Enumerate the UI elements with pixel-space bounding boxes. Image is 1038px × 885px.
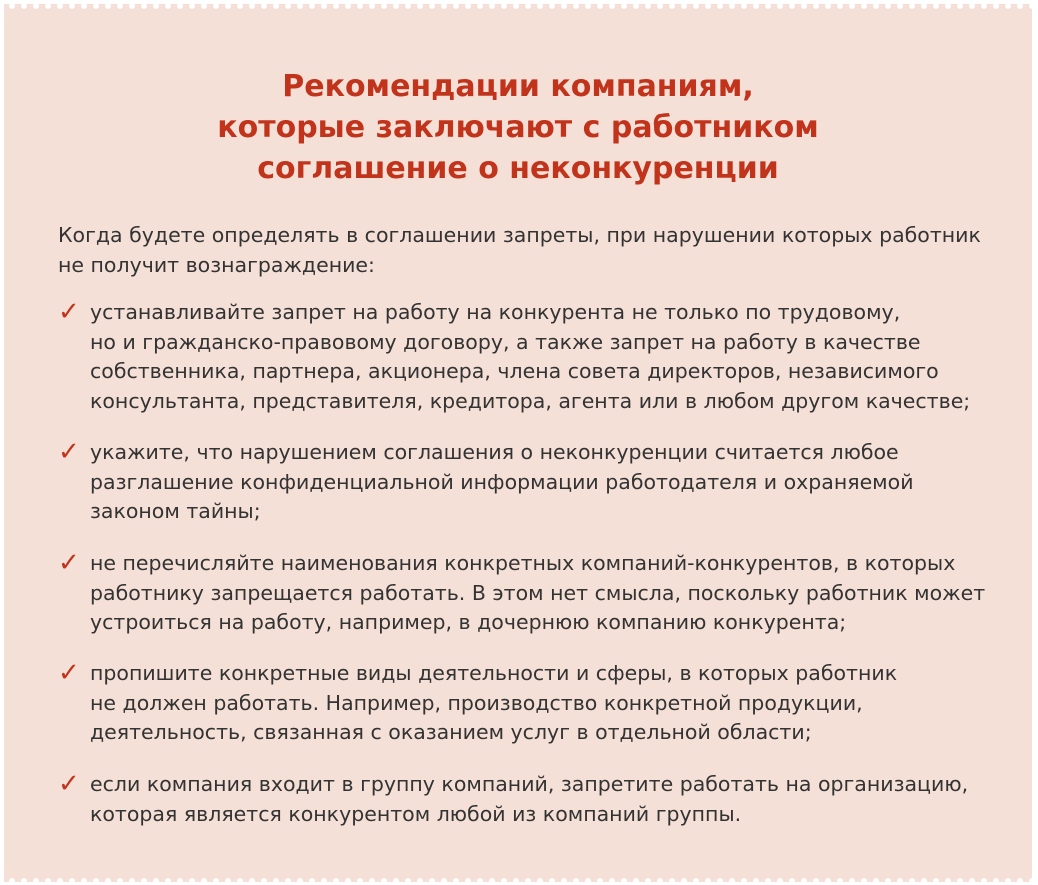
list-item-line: собственника, партнера, акционера, члена совета директоров, независимого xyxy=(90,359,939,383)
checkmark-icon: ✓ xyxy=(58,437,80,467)
list-item-text xyxy=(90,659,897,748)
list-item-text xyxy=(90,549,985,638)
list-item-line: которая является конкурентом любой из компаний группы. xyxy=(90,801,742,826)
list-item-line: пропишите конкретные виды деятельности и сферы, в которых работник xyxy=(90,661,898,685)
checkmark-icon: ✓ xyxy=(58,297,80,327)
list-item-line: но и гражданско-правовому договору, а также запрет на работу в качестве xyxy=(90,329,921,354)
list-item-text xyxy=(90,770,968,829)
intro-line: Когда будете определять в соглашении запреты, при нарушении которых работник xyxy=(58,223,981,247)
list-item-line: укажите, что нарушением соглашения о неконкуренции считается любое xyxy=(90,440,899,464)
title-line: соглашение о неконкуренции xyxy=(257,151,779,186)
list-item-line: работнику запрещается работать. В этом нет смысла, поскольку работник может xyxy=(90,580,986,605)
list-item-line: не перечисляйте наименования конкретных компаний-конкурентов, в которых xyxy=(90,551,956,575)
list-item-text xyxy=(90,438,914,527)
list-item-line: если компания входит в группу компаний, запретите работать на организацию, xyxy=(90,772,969,796)
intro-line: не получит вознаграждение: xyxy=(58,252,375,277)
list-item-line: разглашение конфиденциальной информации работодателя и охраняемой xyxy=(90,469,914,494)
list-item-line: устанавливайте запрет на работу на конкурента не только по трудовому, xyxy=(90,300,901,324)
list-item-line: консультанта, представителя, кредитора, агента или в любом другом качестве; xyxy=(90,388,971,413)
card-title xyxy=(4,66,1032,189)
perforated-bottom-edge xyxy=(4,874,1032,882)
list-item-line: деятельность, связанная с оказанием услуг в отдельной области; xyxy=(90,720,812,744)
checkmark-icon: ✓ xyxy=(58,548,80,578)
title-line: которые заключают с работником xyxy=(217,110,819,145)
list-item-line: не должен работать. Например, производство конкретной продукции, xyxy=(90,690,863,715)
intro-paragraph xyxy=(58,221,1008,280)
list-item-line: законом тайны; xyxy=(90,499,261,523)
checkmark-icon: ✓ xyxy=(58,658,80,688)
list-item-line: устроиться на работу, например, в дочернюю компанию конкурента; xyxy=(90,610,847,634)
recommendation-card xyxy=(4,4,1032,882)
checkmark-icon: ✓ xyxy=(58,769,80,799)
title-line: Рекомендации компаниям, xyxy=(282,69,754,104)
list-item-text xyxy=(90,298,970,416)
perforated-top-edge xyxy=(4,4,1032,12)
